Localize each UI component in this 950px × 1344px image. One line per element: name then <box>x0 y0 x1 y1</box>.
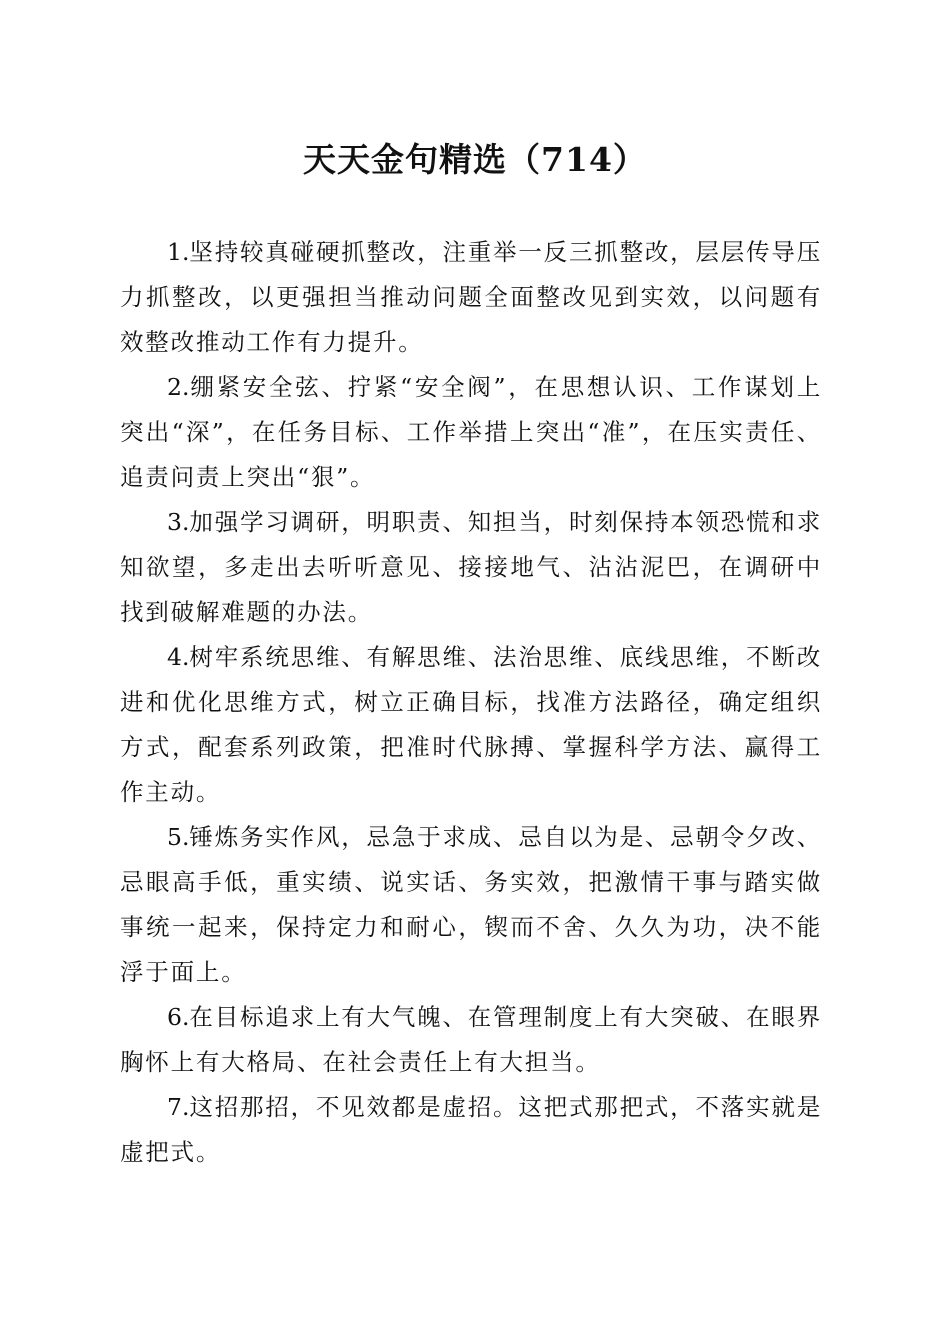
quote-item-6 <box>120 995 822 1085</box>
quote-number: 1. <box>167 238 190 266</box>
quote-number: 4. <box>167 643 190 671</box>
quote-text: 树牢系统思维、有解思维、法治思维、底线思维，不断改进和优化思维方式，树立正确目标，找准方法路径，确定组织方式，配套系列政策，把准时代脉搏、掌握科学方法、赢得工作主动。 <box>120 643 822 806</box>
quote-text: 锤炼务实作风，忌急于求成、忌自以为是、忌朝令夕改、忌眼高手低，重实绩、说实话、务实效，把激情干事与踏实做事统一起来，保持定力和耐心，锲而不舍、久久为功，决不能浮于面上。 <box>120 823 822 986</box>
quote-text: 在目标追求上有大气魄、在管理制度上有大突破、在眼界胸怀上有大格局、在社会责任上有大担当。 <box>120 1003 822 1076</box>
quote-item-4 <box>120 635 822 815</box>
page-title: 天天金句精选（714） <box>303 140 647 179</box>
quote-item-2 <box>120 365 822 500</box>
quote-number: 7. <box>167 1093 190 1121</box>
quote-text: 坚持较真碰硬抓整改，注重举一反三抓整改，层层传导压力抓整改，以更强担当推动问题全面整改见到实效，以问题有效整改推动工作有力提升。 <box>120 238 822 356</box>
quote-number: 5. <box>167 823 190 851</box>
quote-number: 3. <box>167 508 190 536</box>
quote-text: 加强学习调研，明职责、知担当，时刻保持本领恐慌和求知欲望，多走出去听听意见、接接地气、沾沾泥巴，在调研中找到破解难题的办法。 <box>120 508 822 626</box>
quote-item-7 <box>120 1085 822 1175</box>
quote-item-1 <box>120 230 822 365</box>
document-body <box>120 230 822 1175</box>
quote-text: 绷紧安全弦、拧紧“安全阀”，在思想认识、工作谋划上突出“深”，在任务目标、工作举措上突出“准”，在压实责任、追责问责上突出“狠”。 <box>120 373 822 491</box>
quote-item-5 <box>120 815 822 995</box>
quote-number: 2. <box>167 373 190 401</box>
quote-item-3 <box>120 500 822 635</box>
quote-number: 6. <box>167 1003 190 1031</box>
quote-text: 这招那招，不见效都是虚招。这把式那把式，不落实就是虚把式。 <box>120 1093 822 1166</box>
